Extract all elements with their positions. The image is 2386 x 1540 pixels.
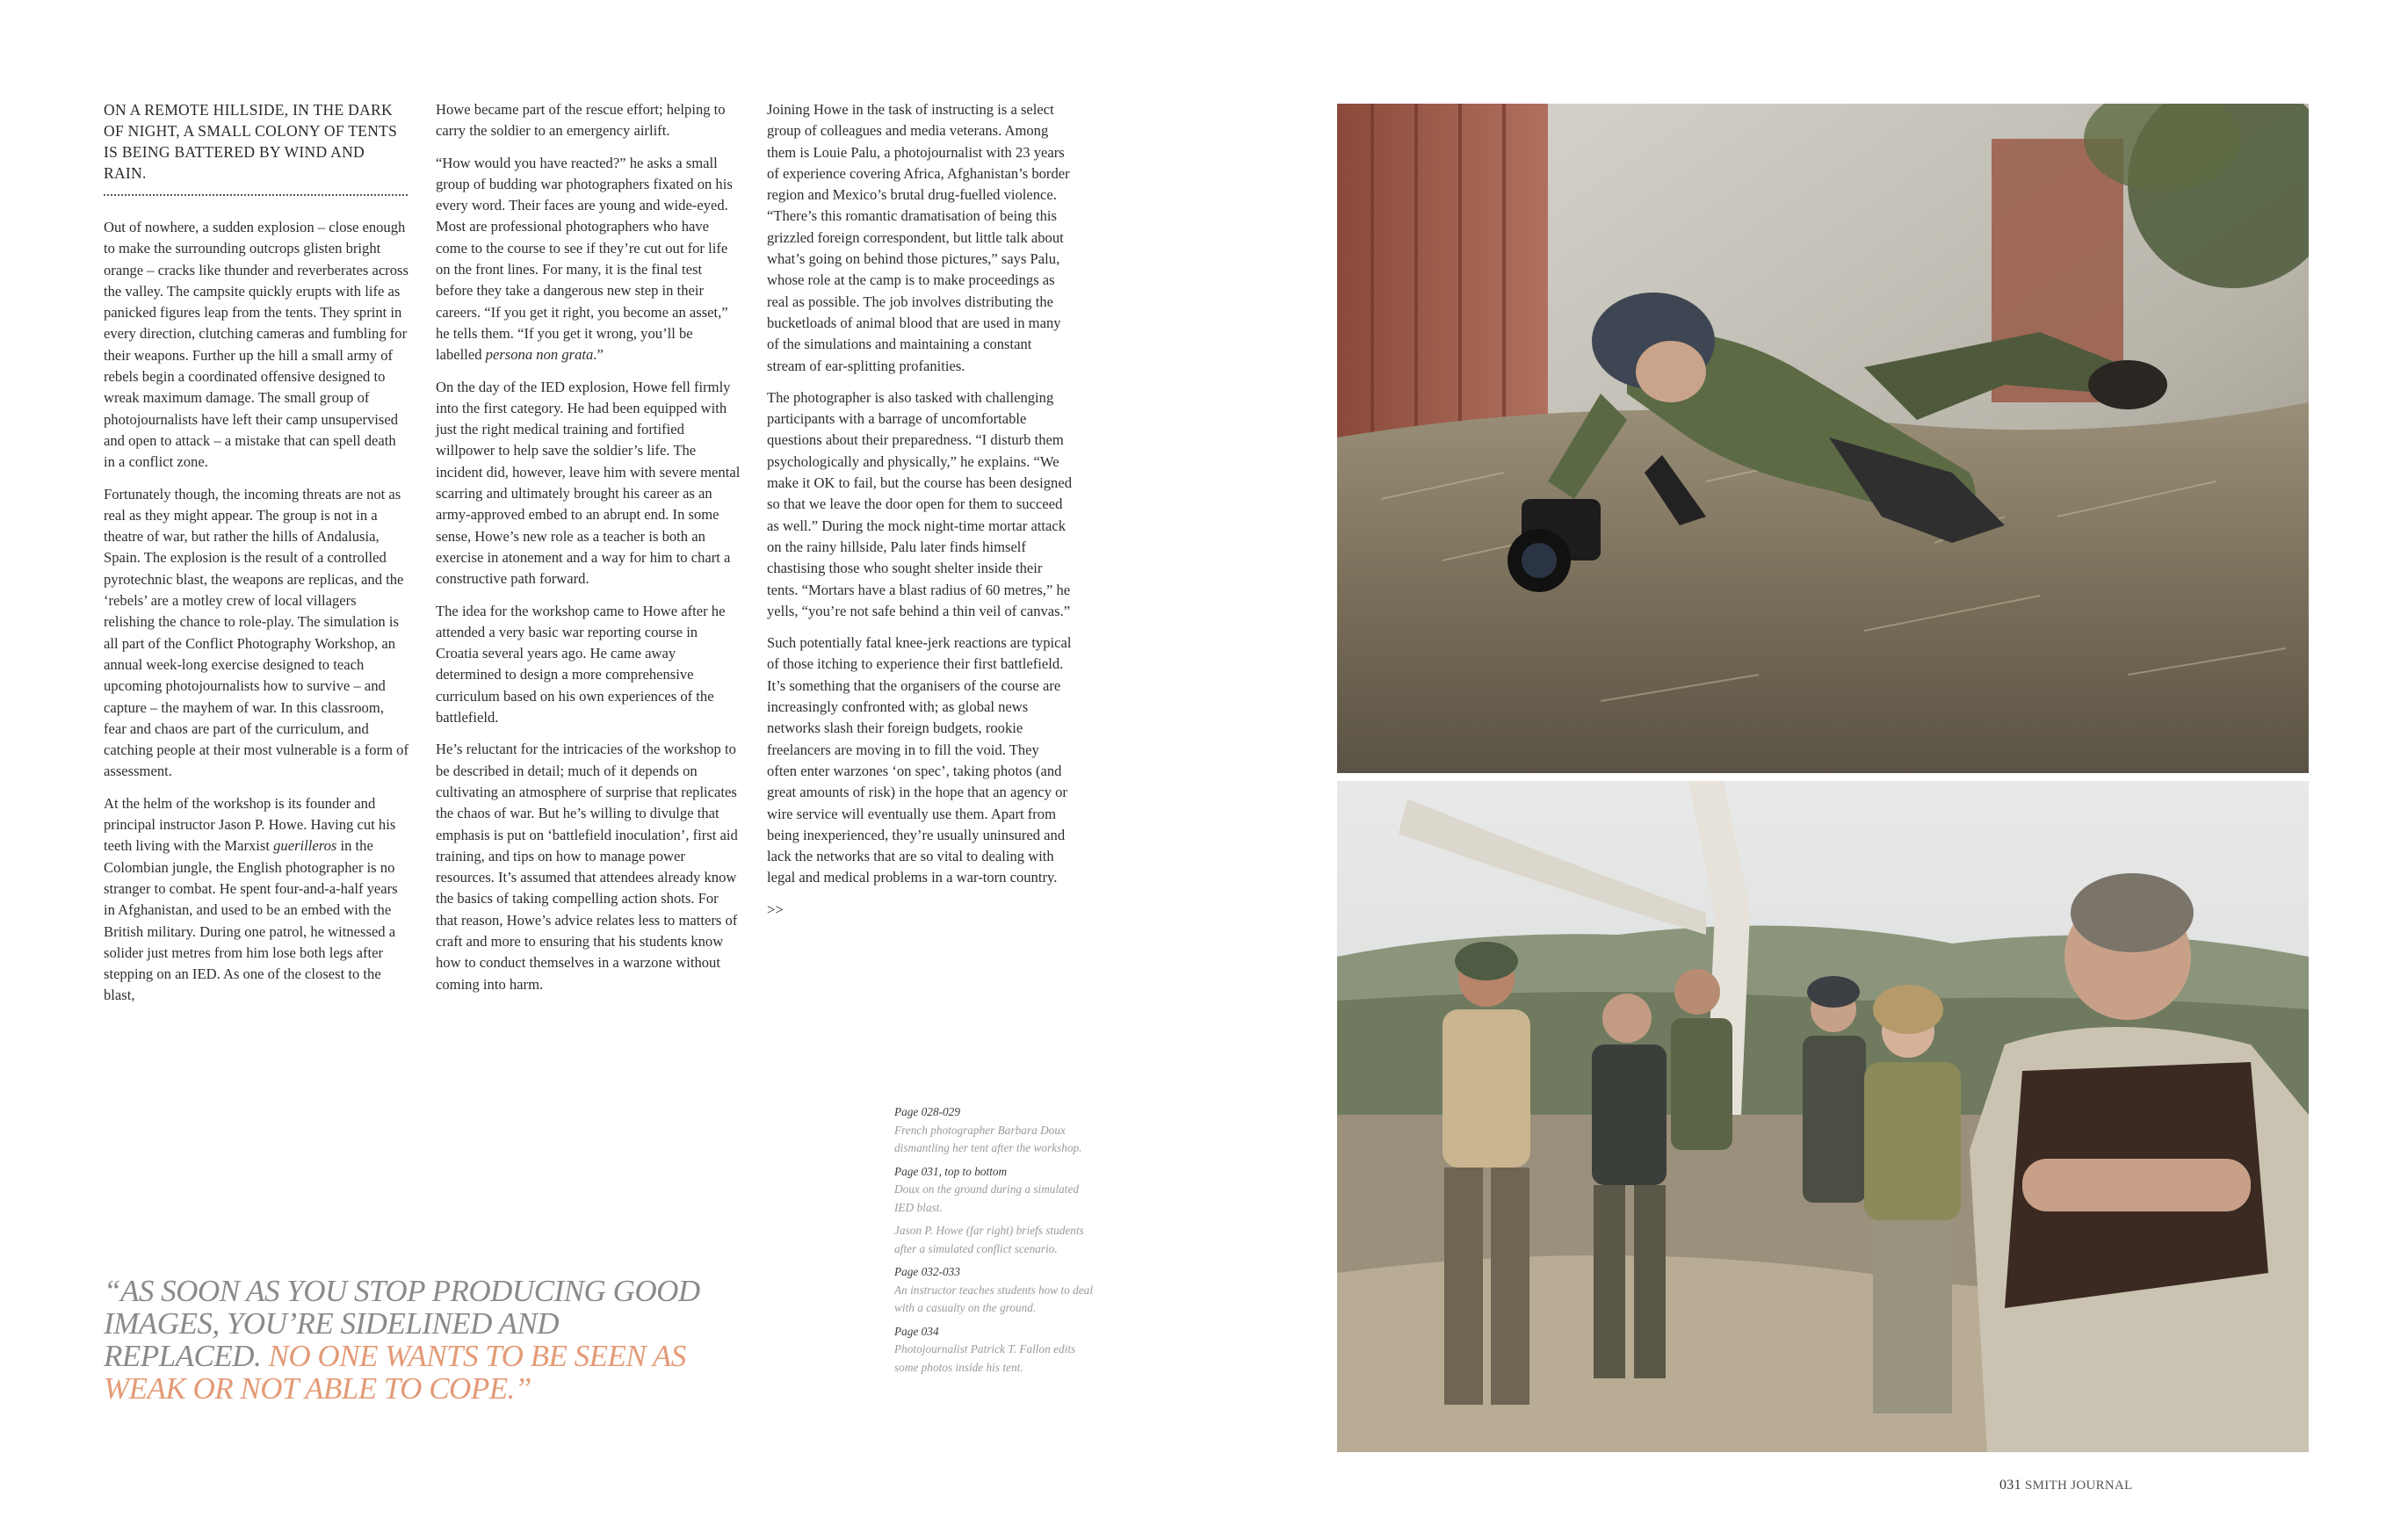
article-paragraph: Joining Howe in the task of instructing is a select group of colleagues and media veterans. Among them is Louie Palu, a photojournalist with 23 years of experience covering Africa, Afghanistan’s border region and Mexico’s brutal drug-fuelled violence. “There’s this romantic dramatisation of being this grizzled foreign correspondent, but little talk about what’s going on behind those pictures,” says Palu, whose role at the camp is to make proceedings as real as possible. The job involves distributing the bucketloads of animal blood that are used in many of the simulations and maintaining a constant stream of ear-splitting profanities. [767,101,1070,374]
article-paragraph: At the helm of the workshop is its founder and principal instructor Jason P. Howe. Having cut his teeth living with the Marxist guerilleros in the Colombian jungle, the English photographer is no stranger to combat. He spent four-and-a-half years in Afghanistan, and used to be an embed with the British military. During one patrol, he witnessed a solider just metres from him lose both legs after stepping on an IED. As one of the closest to the blast, [104,794,398,1004]
article-paragraph: Out of nowhere, a sudden explosion – close enough to make the surrounding outcrops glisten bright orange – cracks like thunder and reverberates across the valley. The campsite quickly erupts with life as panicked figures leap from the tents. They sprint in every direction, clutching cameras and fumbling for their weapons. Further up the hill a small army of rebels begin a coordinated offensive designed to wreak maximum damage. The small group of photojournalists have left their camp unsupervised and open to attack – a mistake that can spell death in a conflict zone. [104,219,409,471]
caption-item [894,1103,1096,1158]
pull-quote-highlight: NO ONE WANTS TO BE SEEN AS WEAK OR NOT ABLE TO COPE.” [104,1339,686,1406]
article-paragraph: He’s reluctant for the intricacies of the workshop to be described in detail; much of it depends on cultivating an atmosphere of surprise that replicates the chaos of war. But he’s willing to divulge that emphasis is put on ‘battlefield inoculation’, first aid training, and tips on how to manage power resources. It’s assumed that attendees already know the basics of taking compelling action shots. For that reason, Howe’s advice relates less to matters of craft and more to ensuring that his students know how to conduct themselves in a warzone without coming into harm. [436,741,738,993]
continue-marker: >> [767,900,784,918]
article-paragraph: The photographer is also tasked with challenging participants with a barrage of uncomfortable questions about their preparedness. “I disturb them psychologically and physically,” he explains. “We make it OK to fail, but the course has been designed so that we leave the door open for them to succeed as well.” During the mock night-time mortar attack on the rainy hillside, Palu later finds himself chastising those who sought shelter inside their tents. “Mortars have a blast radius of 60 metres,” he yells, “you’re not safe behind a thin veil of canvas.” [767,388,1072,619]
photo-captions [894,1103,1096,1382]
article-column-3 [767,99,1073,931]
photo-howe-briefing [1337,781,2309,1452]
caption-text: Photojournalist Patrick T. Fallon edits some photos inside his tent. [894,1342,1076,1374]
pull-quote-grey: “AS SOON AS YOU STOP PRODUCING GOOD IMAGES, YOU’RE SIDELINED AND REPLACED. [104,1274,700,1373]
photo-doux-ground [1337,104,2309,773]
caption-text: French photographer Barbara Doux dismantling her tent after the workshop. [894,1123,1082,1154]
caption-item [894,1163,1096,1218]
caption-page-ref: Page 032-033 [894,1265,960,1278]
caption-text: Doux on the ground during a simulated IED blast. [894,1182,1080,1214]
caption-item [894,1323,1096,1377]
article-paragraph: “How would you have reacted?” he asks a small group of budding war photographers fixated on his every word. Their faces are young and wide-eyed. Most are professional photographers who have come to the course to see if they’re cut out for life on the front lines. For many, it is the final test before they take a dangerous new step in their careers. “If you get it right, you become an asset,” he tells them. “If you get it wrong, you’ll be labelled persona non grata.” [436,154,733,364]
article-lede: ON A REMOTE HILLSIDE, IN THE DARK OF NIGHT, A SMALL COLONY OF TENTS IS BEING BATTERED BY WIND AND RAIN. [104,101,398,182]
article-paragraph: Howe became part of the rescue effort; helping to carry the soldier to an emergency airlift. [436,101,726,140]
article-paragraph: Fortunately though, the incoming threats are not as real as they might appear. The group is not in a theatre of war, but rather the hills of Andalusia, Spain. The explosion is the result of a controlled pyrotechnic blast, the weapons are replicas, and the ‘rebels’ are a motley crew of local villagers relishing the chance to role-play. The simulation is all part of the Conflict Photography Workshop, an annual week-long exercise designed to teach upcoming photojournalists how to survive – and capture – the mayhem of war. In this classroom, fear and chaos are part of the curriculum, and catching people at their most vulnerable is a form of assessment. [104,485,409,780]
caption-text: Jason P. Howe (far right) briefs students after a simulated conflict scenario. [894,1224,1084,1255]
caption-item [894,1222,1096,1258]
caption-page-ref: Page 034 [894,1324,939,1338]
magazine-title: SMITH JOURNAL [2024,1479,2133,1493]
article-paragraph: Such potentially fatal knee-jerk reactions are typical of those itching to experience their first battlefield. It’s something that the organisers of the course are increasingly confronted with; as global news networks slash their foreign budgets, rookie freelancers are moving in to fill the void. They often enter warzones ‘on spec’, taking photos (and great amounts of risk) in the hope that an agency or wire service will eventually use them. Apart from being inexperienced, they’re usually uninsured and lack the networks that are so vital to dealing with legal and medical problems in a war-torn country. [767,634,1072,886]
page-folio [1999,1478,2133,1493]
caption-text: An instructor teaches students how to deal with a casualty on the ground. [894,1283,1094,1314]
page-number: 031 [1999,1478,2021,1493]
article-paragraph: The idea for the workshop came to Howe after he attended a very basic war reporting course in Croatia several years ago. He came away determined to design a more comprehensive curriculum based on his own experiences of the battlefield. [436,602,726,727]
caption-page-ref: Page 028-029 [894,1105,960,1118]
article-paragraph: On the day of the IED explosion, Howe fell firmly into the first category. He had been equipped with just the right medical training and fortified willpower to help save the soldier’s life. The incident did, however, leave him with severe mental scarring and ultimately brought his career as an army-approved embed to an abrupt end. In some sense, Howe’s new role as a teacher is both an exercise in atonement and a way for him to chart a constructive path forward. [436,378,741,588]
caption-item [894,1263,1096,1318]
article-column-1 [104,99,409,1017]
dotted-divider [104,194,408,196]
pull-quote [104,1275,719,1405]
article-column-2 [436,99,741,1006]
caption-page-ref: Page 031, top to bottom [894,1164,1008,1178]
